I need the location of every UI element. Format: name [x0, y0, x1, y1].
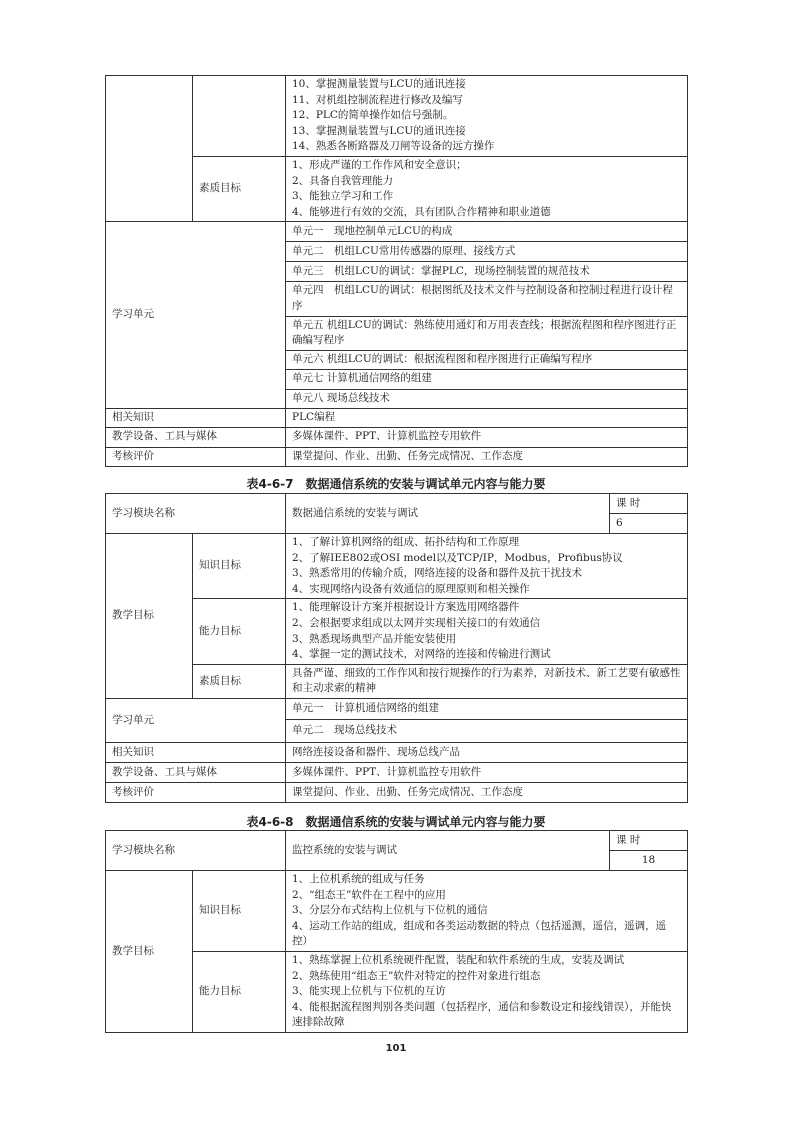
ability-items	[286, 599, 688, 664]
module-label: 学习模块名称	[106, 494, 286, 534]
knowledge-label: 知识目标	[193, 534, 286, 599]
item: 3、熟悉现场典型产品并能安装使用	[292, 632, 457, 645]
item: 12、PLC的简单操作如信号强制。	[292, 109, 454, 122]
item: 1、上位机系统的组成与任务	[292, 873, 425, 885]
ability-label: 能力目标	[193, 599, 286, 664]
item: 3、分层分布式结构上位机与下位机的通信	[292, 904, 488, 917]
knowledge-items	[286, 871, 688, 952]
item: 4、实现网络内设备有效通信的原理原则和相关操作	[292, 582, 530, 595]
quality-label: 素质目标	[193, 156, 286, 221]
item: 13、掌握测量装置与LCU的通讯连接	[292, 124, 466, 137]
unit-row: 单元八 现场总线技术	[286, 389, 688, 408]
item: 4、能够进行有效的交流，具有团队合作精神和职业道德	[292, 205, 551, 218]
row-value: 多媒体课件、PPT、计算机监控专用软件	[286, 762, 688, 782]
item: 1、能理解设计方案并根据设计方案选用网络器件	[292, 601, 520, 614]
item: 4、能根据流程图判别各类问题（包括程序，通信和参数设定和接线错误），并能快速排除故障	[292, 1000, 672, 1029]
item: 4、运动工作站的组成，组成和各类运动数据的特点（包括遥测，遥信，遥调，遥控）	[292, 919, 667, 948]
table-caption: 表4-6-7 数据通信系统的安装与调试单元内容与能力要	[246, 477, 546, 491]
quality-label: 素质目标	[193, 664, 286, 698]
unit-row: 单元六 机组LCU的调试：根据流程图和程序图进行正确编写程序	[286, 350, 688, 369]
item: 2、“组态王”软件在工程中的应用	[292, 888, 446, 901]
hours-label: 课 时	[610, 494, 688, 514]
goals-label: 教学目标	[106, 871, 193, 1033]
unit-row: 单元五 机组LCU的调试：熟练使用通灯和万用表查线；根据流程图和程序图进行正确编写程序	[286, 316, 688, 350]
unit-row: 单元一 现地控制单元LCU的构成	[286, 222, 688, 242]
hours-value: 18	[610, 851, 688, 871]
goals-label: 教学目标	[106, 534, 193, 699]
ability-continued-cell	[193, 76, 286, 157]
ability-items	[286, 951, 688, 1032]
hours-value: 6	[610, 514, 688, 534]
unit-row: 单元一 计算机通信网络的组建	[286, 698, 688, 719]
page-number: 101	[385, 1043, 407, 1054]
item: 14、熟悉各断路器及刀闸等设备的远方操作	[292, 140, 495, 153]
module-name: 数据通信系统的安装与调试	[286, 494, 610, 534]
units-label: 学习单元	[106, 222, 286, 408]
row-value: 课堂提问、作业、出勤、任务完成情况、工作态度	[286, 447, 688, 466]
row-label: 教学设备、工具与媒体	[106, 762, 286, 782]
table-4-6-7	[105, 493, 688, 803]
item: 2、具备自我管理能力	[292, 174, 394, 187]
item: 3、熟悉常用的传输介质，网络连接的设备和器件及抗干扰技术	[292, 567, 583, 580]
ability-items	[286, 76, 688, 157]
goals-continued-cell	[106, 76, 193, 222]
unit-row: 单元四 机组LCU的调试：根据图纸及技术文件与控制设备和控制过程进行设计程序	[286, 282, 688, 316]
unit-row: 单元二 现场总线技术	[286, 719, 688, 742]
item: 2、会根据要求组成以太网并实现相关接口的有效通信	[292, 616, 541, 629]
row-value: 网络连接设备和器件、现场总线产品	[286, 742, 688, 762]
unit-row: 单元三 机组LCU的调试：掌握PLC，现场控制装置的规范技术	[286, 262, 688, 282]
module-name: 监控系统的安装与调试	[286, 831, 610, 871]
unit-row: 单元二 机组LCU常用传感器的原理、接线方式	[286, 242, 688, 262]
item: 3、能实现上位机与下位机的互访	[292, 985, 446, 998]
units-label: 学习单元	[106, 698, 286, 742]
row-label: 教学设备、工具与媒体	[106, 427, 286, 447]
row-label: 考核评价	[106, 782, 286, 802]
item: 10、掌握测量装置与LCU的通讯连接	[292, 78, 466, 90]
row-label: 相关知识	[106, 408, 286, 427]
row-label: 考核评价	[106, 447, 286, 466]
item: 4、掌握一定的测试技术，对网络的连接和传输进行测试	[292, 648, 551, 661]
hours-label: 课 时	[610, 831, 688, 851]
item: 1、了解计算机网络的组成、拓扑结构和工作原理	[292, 536, 520, 548]
table-continued	[105, 75, 688, 467]
item: 1、形成严谨的工作作风和安全意识；	[292, 158, 467, 171]
item: 2、熟练使用“组态王”软件对特定的控件对象进行组态	[292, 969, 541, 982]
item: 1、熟练掌握上位机系统硬件配置，装配和软件系统的生成，安装及调试	[292, 953, 625, 966]
table-4-6-8	[105, 830, 688, 1033]
item: 2、了解IEE802或OSI model以及TCP/IP，Modbus，Profibus协议	[292, 551, 623, 564]
knowledge-label: 知识目标	[193, 871, 286, 952]
ability-label: 能力目标	[193, 951, 286, 1032]
item: 3、能独立学习和工作	[292, 190, 394, 203]
item: 11、对机组控制流程进行修改及编写	[292, 93, 463, 106]
row-value: PLC编程	[286, 408, 688, 427]
quality-items	[286, 156, 688, 221]
unit-row: 单元七 计算机通信网络的组建	[286, 369, 688, 389]
row-label: 相关知识	[106, 742, 286, 762]
row-value: 课堂提问、作业、出勤、任务完成情况、工作态度	[286, 782, 688, 802]
quality-text: 具备严谨、细致的工作作风和按行规操作的行为素养，对新技术、新工艺要有敏感性和主动求索的精神	[286, 664, 688, 698]
knowledge-items	[286, 534, 688, 599]
row-value: 多媒体课件、PPT、计算机监控专用软件	[286, 427, 688, 447]
table-caption: 表4-6-8 数据通信系统的安装与调试单元内容与能力要	[246, 815, 546, 829]
module-label: 学习模块名称	[106, 831, 286, 871]
